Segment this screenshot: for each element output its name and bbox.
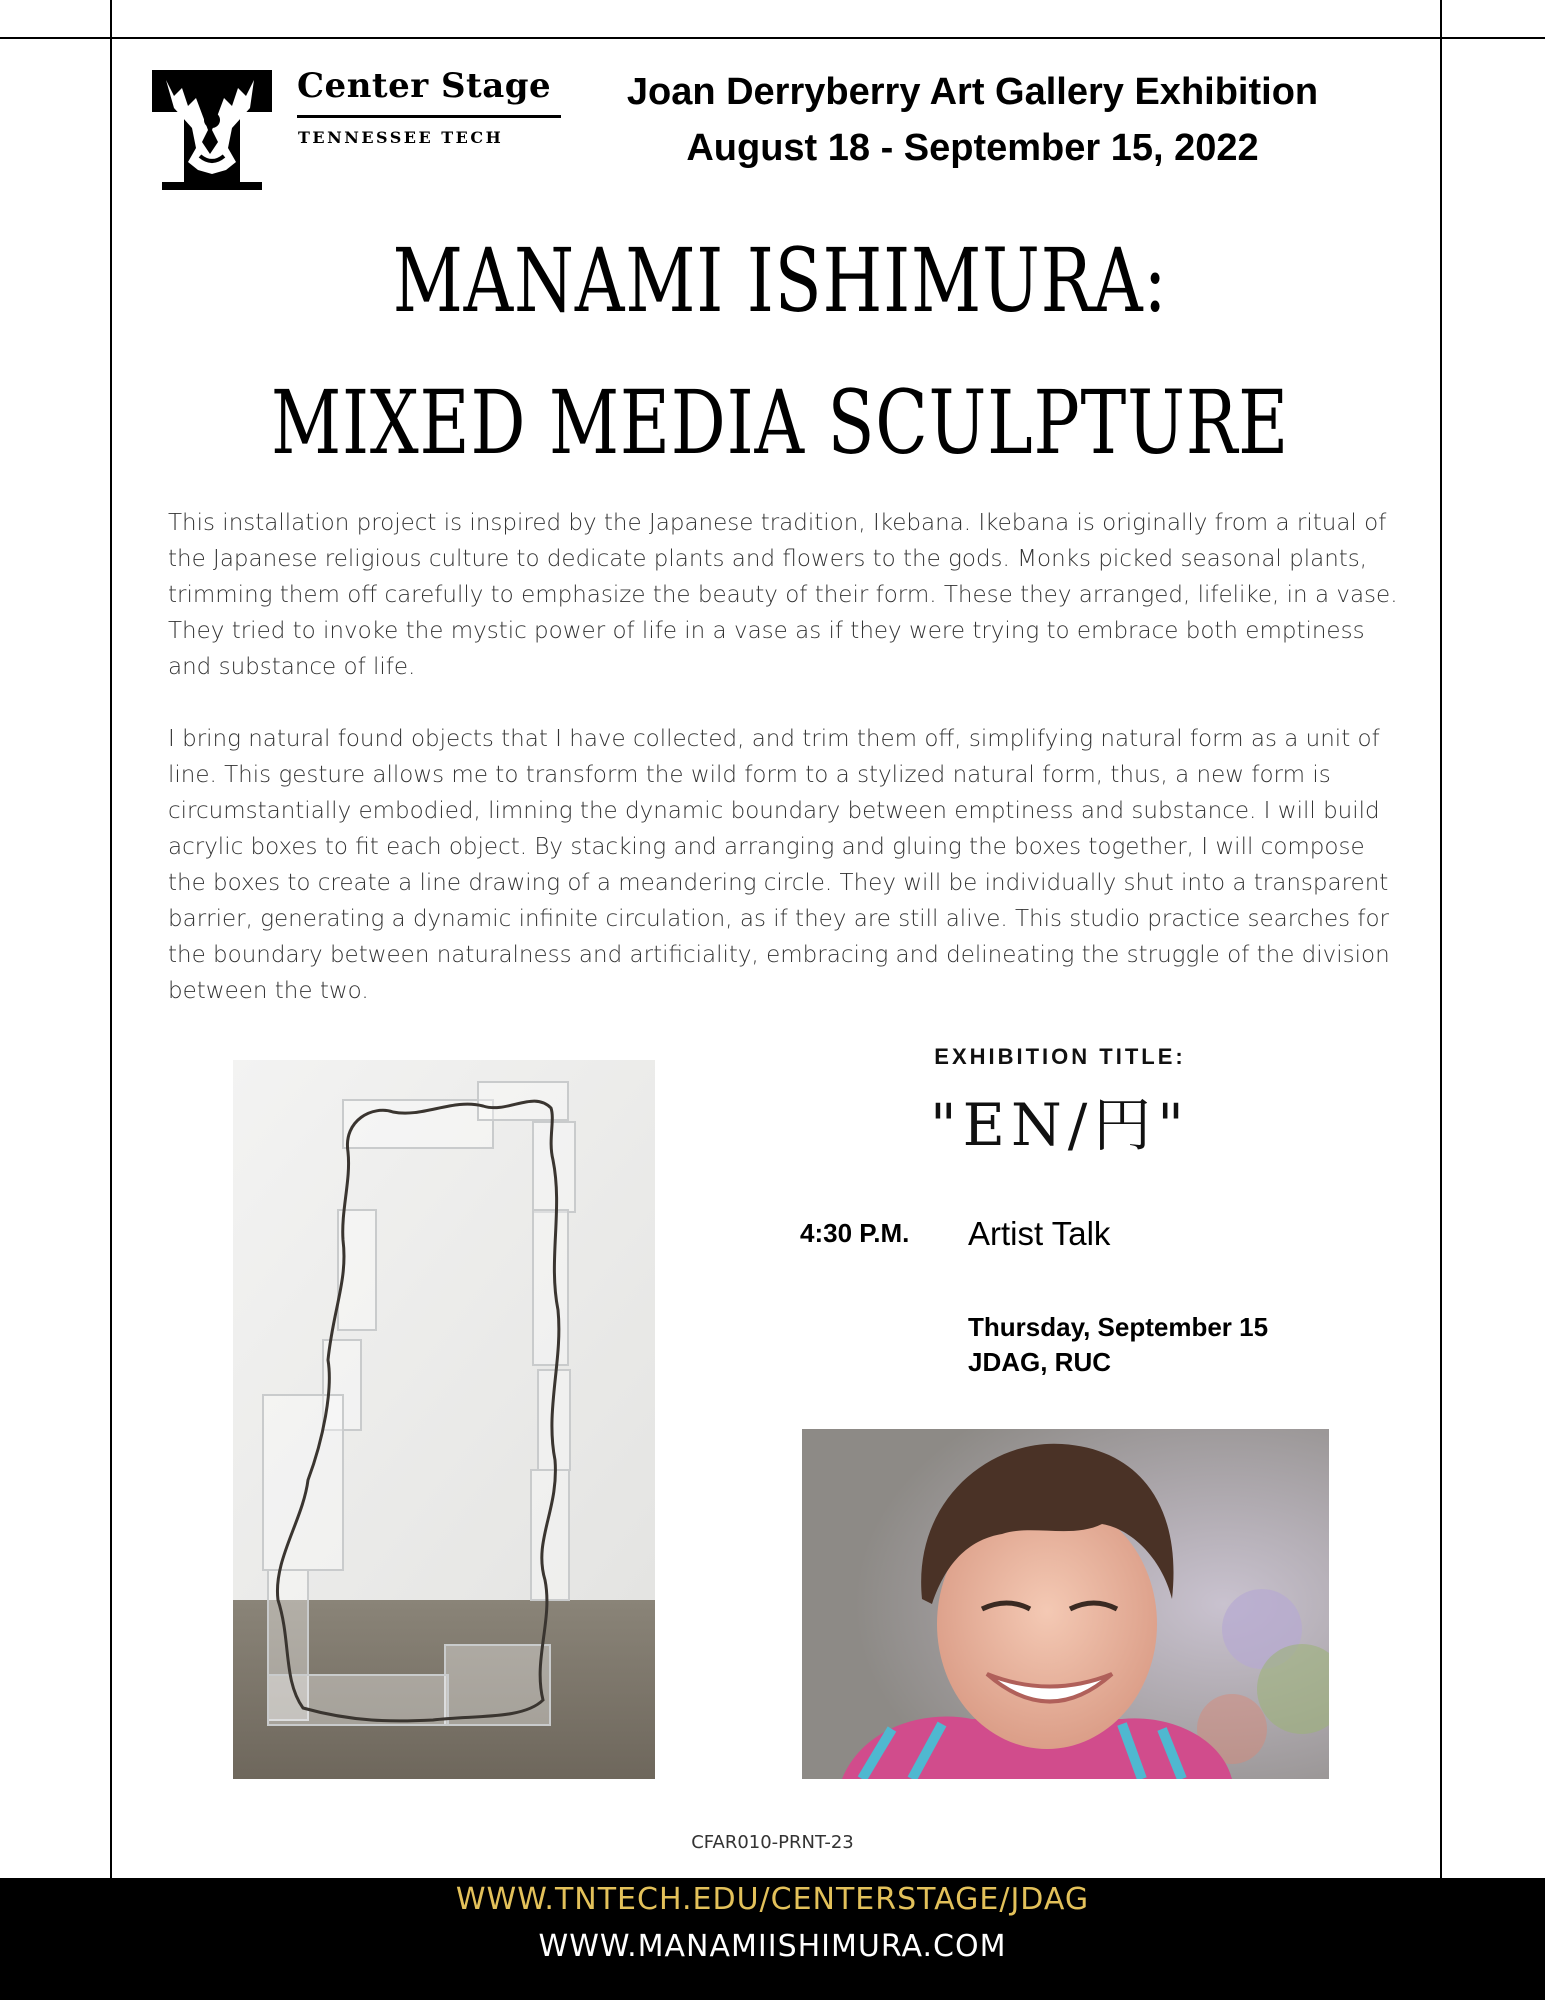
sculpture-photo: [233, 1060, 655, 1779]
title-subject: MIXED MEDIA SCULPTURE: [270, 371, 1290, 474]
artist-talk-time: 4:30 P.M.: [800, 1218, 910, 1248]
artist-portrait-photo: [802, 1429, 1329, 1779]
tennessee-tech-eagle-logo: [152, 70, 272, 190]
logo-subtitle: TENNESSEE TECH: [298, 128, 504, 147]
right-border-line: [1440, 0, 1442, 1880]
statement-paragraph-1: This installation project is inspired by the Japanese tradition, Ikebana. Ikebana is originally from a ritual of the Japanese religious culture to dedicate plants and flowers to the gods. Monks picked seasonal plants, trimming them off carefully to emphasize the beauty of their form. These they arranged, lifelike, in a vase. They tried to invoke the mystic power of life in a vase as if they were trying to embrace both emptiness and substance of life.: [168, 510, 1398, 680]
title-artist-name: MANAMI ISHIMURA:: [392, 229, 1168, 332]
page-title: [234, 210, 1326, 494]
artist-talk-label: Artist Talk: [968, 1215, 1111, 1252]
artist-website-url-link[interactable]: WWW.MANAMIISHIMURA.COM: [538, 1929, 1007, 1964]
left-border-line: [110, 0, 112, 1880]
artist-talk-date: Thursday, September 15: [968, 1312, 1269, 1342]
exhibition-title-label: EXHIBITION TITLE:: [934, 1044, 1186, 1069]
exhibition-title: "EN/円": [930, 1091, 1190, 1159]
exhibition-dates: August 18 - September 15, 2022: [686, 127, 1259, 169]
top-border-line: [0, 37, 1545, 39]
logo-title: Center Stage: [297, 66, 552, 106]
center-stage-url-link[interactable]: WWW.TNTECH.EDU/CENTERSTAGE/JDAG: [455, 1882, 1090, 1917]
statement-paragraph-2: I bring natural found objects that I have collected, and trim them off, simplifying natural form as a unit of line. This gesture allows me to transform the wild form to a stylized natural form, thus, a new form is circumstantially embodied, limning the dynamic boundary between emptiness and substance. I will build acrylic boxes to fit each object. By stacking and arranging and gluing the boxes together, I will compose the boxes to create a line drawing of a meandering circle. They will be individually shut into a transparent barrier, generating a dynamic infinite circulation, as if they are still alive. This studio practice searches for the boundary between naturalness and artificiality, embracing and delineating the struggle of the division between the two.: [168, 726, 1390, 1004]
artist-talk-location: JDAG, RUC: [968, 1347, 1112, 1377]
exhibition-gallery-name: Joan Derryberry Art Gallery Exhibition: [626, 71, 1319, 113]
print-code: CFAR010-PRNT-23: [691, 1832, 854, 1853]
artist-talk-details: [968, 1310, 1268, 1380]
artist-statement: [168, 505, 1408, 1045]
exhibition-header: [590, 64, 1355, 176]
logo-rule: [297, 115, 561, 118]
